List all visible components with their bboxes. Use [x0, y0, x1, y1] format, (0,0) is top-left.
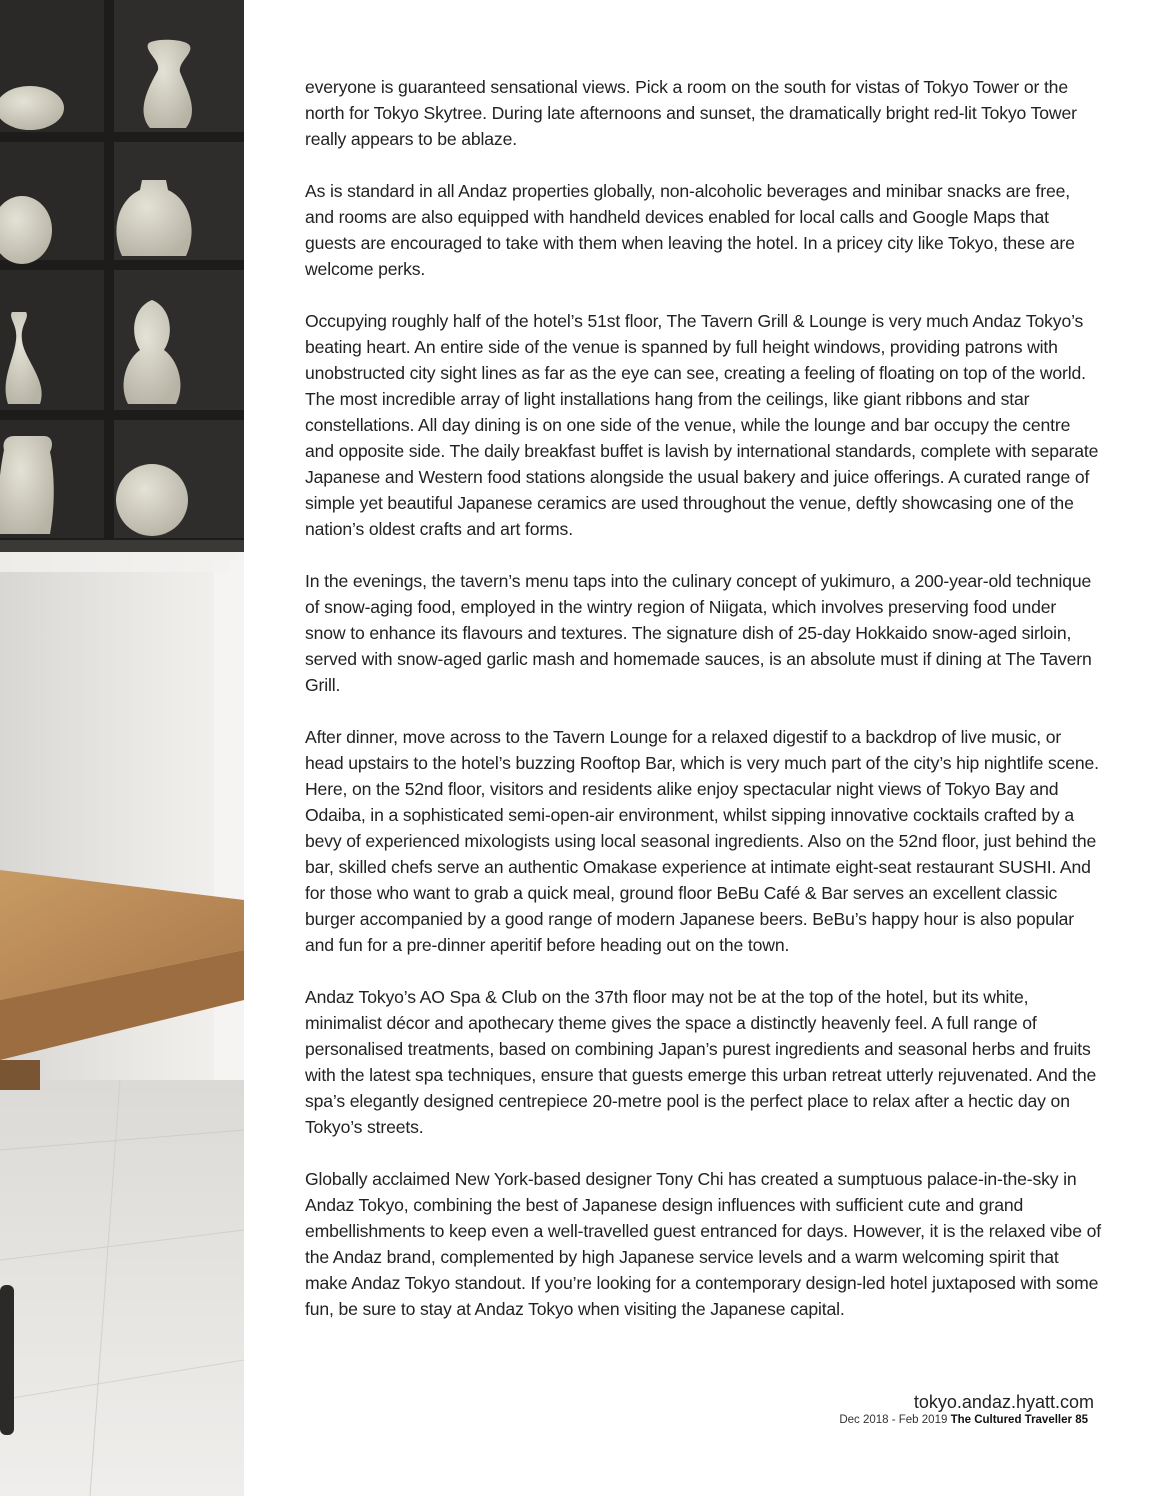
- issue-date: Dec 2018 - Feb 2019: [839, 1414, 948, 1426]
- article-paragraph-6: Andaz Tokyo’s AO Spa & Club on the 37th floor may not be at the top of the hotel, but its white, minimalist décor and apothecary theme gives the space a distinctly heavenly feel. A full range of personalised treatments, based on combining Japan’s purest ingredients and seasonal herbs and fruits with the latest spa techniques, ensure that guests emerge this urban retreat utterly rejuvenated. And the spa’s elegantly designed centrepiece 20-metre pool is the perfect place to relax after a hectic day on Tokyo’s streets.: [305, 987, 1097, 1137]
- hotel-interior-photo: [0, 0, 244, 1496]
- article-paragraph-7: Globally acclaimed New York-based designer Tony Chi has created a sumptuous palace-in-the-sky in Andaz Tokyo, combining the best of Japanese design influences with sufficient cute and grand embellishments to keep even a well-travelled guest entranced for days. However, it is the relaxed vibe of the Andaz brand, complemented by high Japanese service levels and a warm welcoming spirit that make Andaz Tokyo standout. If you’re looking for a contemporary design-led hotel juxtaposed with some fun, be sure to stay at Andaz Tokyo when visiting the Japanese capital.: [305, 1169, 1101, 1319]
- article-body: [305, 74, 1101, 1348]
- hotel-website-url: tokyo.andaz.hyatt.com: [913, 1392, 1094, 1412]
- article-paragraph-3: Occupying roughly half of the hotel’s 51st floor, The Tavern Grill & Lounge is very much Andaz Tokyo’s beating heart. An entire side of the venue is spanned by full height windows, providing patrons with unobstructed city sight lines as far as the eye can see, creating a feeling of floating on top of the world. The most incredible array of light installations hang from the ceilings, like giant ribbons and star constellations. All day dining is on one side of the venue, while the lounge and bar occupy the centre and opposite side. The daily breakfast buffet is lavish by international standards, complete with separate Japanese and Western food stations alongside the usual bakery and juice offerings. A curated range of simple yet beautiful Japanese ceramics are used throughout the venue, deftly showcasing one of the nation’s oldest crafts and art forms.: [305, 311, 1099, 539]
- article-paragraph-5: After dinner, move across to the Tavern Lounge for a relaxed digestif to a backdrop of live music, or head upstairs to the hotel’s buzzing Rooftop Bar, which is very much part of the city’s hip nightlife scene. Here, on the 52nd floor, visitors and residents alike enjoy spectacular night views of Tokyo Bay and Odaiba, in a sophisticated semi-open-air environment, whilst sipping innovative cocktails crafted by a bevy of experienced mixologists using local seasonal ingredients. Also on the 52nd floor, just behind the bar, skilled chefs serve an authentic Omakase experience at intimate eight-seat restaurant SUSHI. And for those who want to grab a quick meal, ground floor BeBu Café & Bar serves an excellent classic burger accompanied by a good range of modern Japanese beers. BeBu’s happy hour is also popular and fun for a pre-dinner aperitif before heading out on the town.: [305, 727, 1099, 955]
- page-number: 85: [1075, 1414, 1088, 1426]
- page-footer: [839, 1414, 1088, 1426]
- magazine-name: The Cultured Traveller: [950, 1414, 1072, 1426]
- article-paragraph-4: In the evenings, the tavern’s menu taps into the culinary concept of yukimuro, a 200-year-old technique of snow-aging food, employed in the wintry region of Niigata, which involves preserving food under snow to enhance its flavours and textures. The signature dish of 25-day Hokkaido snow-aged sirloin, served with snow-aged garlic mash and homemade sauces, is an absolute must if dining at The Tavern Grill.: [305, 571, 1092, 695]
- article-paragraph-1: everyone is guaranteed sensational views. Pick a room on the south for vistas of Tokyo Tower or the north for Tokyo Skytree. During late afternoons and sunset, the dramatically bright red-lit Tokyo Tower really appears to be ablaze.: [305, 77, 1077, 149]
- article-paragraph-2: As is standard in all Andaz properties globally, non-alcoholic beverages and minibar snacks are free, and rooms are also equipped with handheld devices enabled for local calls and Google Maps that guests are encouraged to take with them when leaving the hotel. In a pricey city like Tokyo, these are welcome perks.: [305, 181, 1075, 279]
